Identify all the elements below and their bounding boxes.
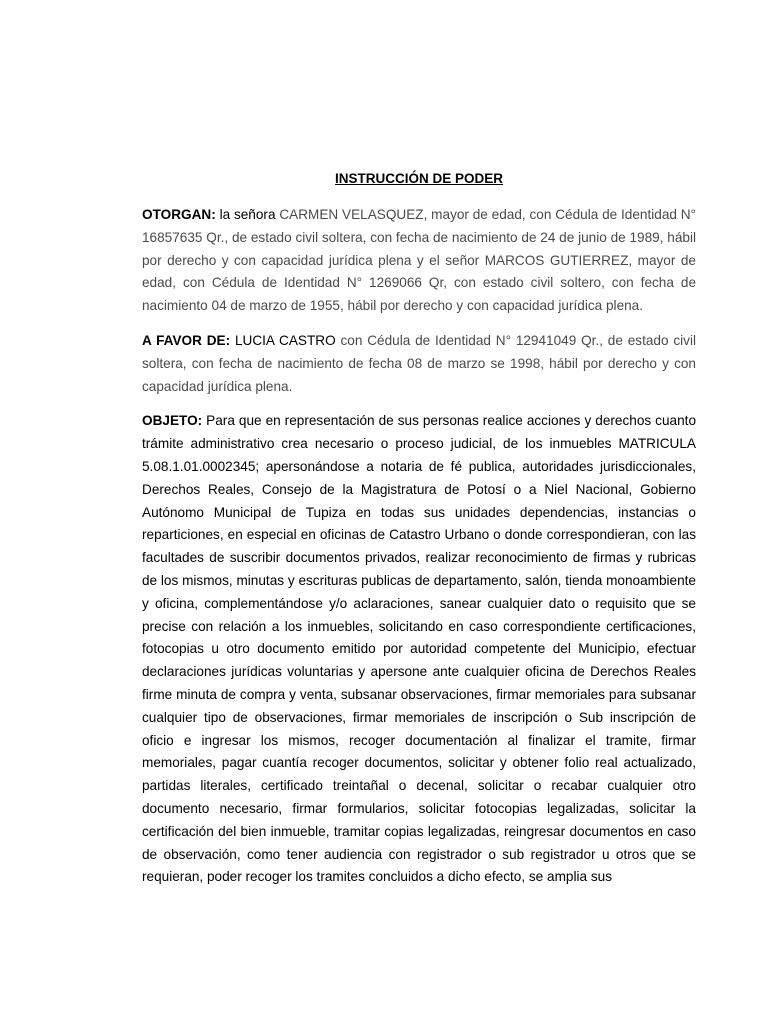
a-favor-text: con Cédula de Identidad N° 12941049 Qr., de estado civil soltera, con fecha de nacimiento de fecha 08 de marzo se 1998, hábil por derecho y con capacidad jurídica plena.	[142, 332, 696, 394]
document-page	[142, 168, 696, 901]
otorgan-paragraph	[142, 204, 696, 318]
a-favor-paragraph	[142, 330, 696, 398]
a-favor-name: LUCIA CASTRO	[230, 332, 336, 348]
objeto-paragraph	[142, 410, 696, 889]
otorgan-label: OTORGAN:	[142, 207, 216, 222]
objeto-text: Para que en representación de sus personas realice acciones y derechos cuanto trámite administrativo crea necesario o proceso judicial, de los inmuebles MATRICULA 5.08.1.01.0002345; apersonándose a notaria de fé publica, autoridades jurisdiccionales, Derechos Reales, Consejo de la Magistratura de Potosí o a Niel Nacional, Gobierno Autónomo Municipal de Tupiza en todas sus unidades dependencias, instancias o reparticiones, en especial en oficinas de Catastro Urbano o donde correspondieran, con las facultades de suscribir documentos privados, realizar reconocimiento de firmas y rubricas de los mismos, minutas y escrituras publicas de departamento, salón, tienda monoambiente y oficina, complementándose y/o aclaraciones, sanear cualquier dato o requisito que se precise con relación a los inmuebles, solicitando en caso correspondiente certificaciones, fotocopias u otro documento emitido por autoridad competente del Municipio, efectuar declaraciones jurídicas voluntarias y apersone ante cualquier oficina de Derechos Reales firme minuta de compra y venta, subsanar observaciones, firmar memoriales para subsanar cualquier tipo de observaciones, firmar memoriales de inscripción o Sub inscripción de oficio e ingresar los mismos, recoger documentación al finalizar el tramite, firmar memoriales, pagar cuantía recoger documentos, solicitar y obtener folio real actualizado, partidas literales, certificado treintañal o decenal, solicitar o recabar cualquier otro documento necesario, firmar formularios, solicitar fotocopias legalizadas, solicitar la certificación del bien inmueble, tramitar copias legalizadas, reingresar documentos en caso de observación, como tener audiencia con registrador o sub registrador u otros que se requieran, poder recoger los tramites concluidos a dicho efecto, se amplia sus	[142, 413, 696, 885]
document-title: INSTRUCCIÓN DE PODER	[334, 171, 503, 186]
objeto-label: OBJETO:	[142, 413, 203, 429]
otorgan-text: CARMEN VELASQUEZ, mayor de edad, con Cédula de Identidad N° 16857635 Qr., de estado civil soltera, con fecha de nacimiento de 24 de junio de 1989, hábil por derecho y con capacidad jurídica plena y el señor MARCOS GUTIERREZ, mayor de edad, con Cédula de Identidad N° 1269066 Qr, con estado civil soltero, con fecha de nacimiento 04 de marzo de 1955, hábil por derecho y con capacidad jurídica plena.	[142, 207, 696, 314]
otorgan-intro: la señora	[215, 207, 280, 222]
a-favor-label: A FAVOR DE:	[142, 332, 231, 348]
